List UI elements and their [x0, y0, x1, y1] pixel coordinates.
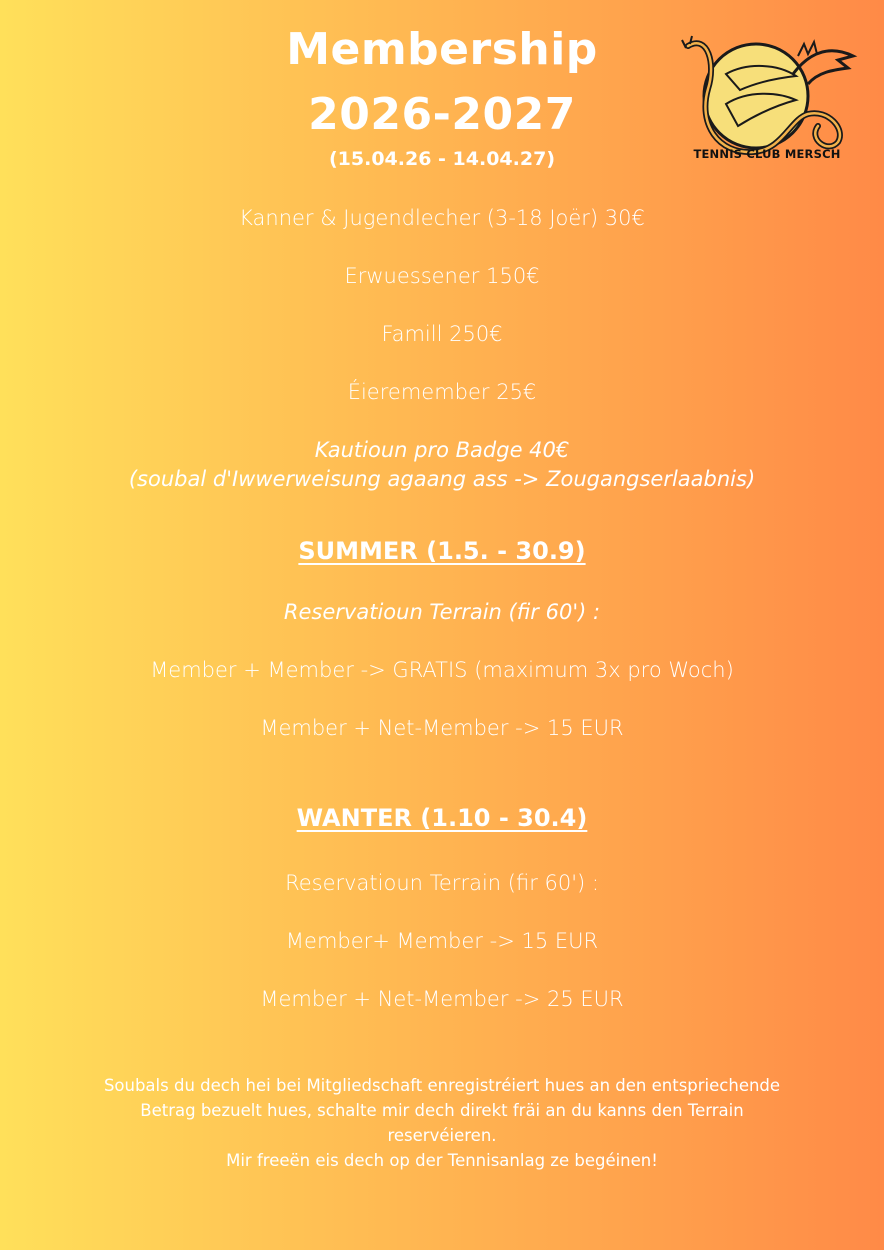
- logo-text: TENNIS CLUB MERSCH: [693, 147, 841, 161]
- dragon-ball-icon: [678, 34, 860, 164]
- price-family: Famill 250€: [381, 322, 503, 346]
- price-adults: Erwuessener 150€: [344, 264, 540, 288]
- winter-reservation: Reservatioun Terrain (fir 60') :: [285, 871, 599, 895]
- membership-period: (15.04.26 - 14.04.27): [329, 148, 555, 170]
- winter-rule-guests: Member + Net-Member -> 25 EUR: [260, 987, 624, 1011]
- summer-rule-guests: Member + Net-Member -> 15 EUR: [260, 716, 624, 740]
- price-children: Kanner & Jugendlecher (3-18 Joër) 30€: [239, 206, 645, 230]
- badge-deposit: Kautioun pro Badge 40€: [314, 438, 570, 462]
- badge-note: (soubal d'Iwwerweisung agaang ass -> Zougangserlaabnis): [128, 467, 756, 491]
- summer-heading: SUMMER (1.5. - 30.9): [298, 537, 586, 565]
- footer-line-2: Betrag bezuelt hues, schalte mir dech direkt fräi an du kanns den Terrain: [140, 1101, 744, 1120]
- footer-line-4: Mir freeën eis dech op der Tennisanlag ze begéinen!: [226, 1151, 658, 1170]
- winter-rule-members: Member+ Member -> 15 EUR: [285, 929, 599, 953]
- footer-text: [0, 1073, 884, 1173]
- footer-line-1: Soubals du dech hei bei Mitgliedschaft enregistréiert hues an den entspriechende: [103, 1076, 781, 1095]
- footer-line-3: reservéieren.: [387, 1126, 497, 1145]
- title-line-2: 2026-2027: [308, 89, 576, 140]
- price-honorary: Éieremember 25€: [347, 380, 537, 404]
- title-line-1: Membership: [286, 24, 598, 75]
- summer-reservation: Reservatioun Terrain (fir 60') :: [283, 600, 601, 624]
- winter-heading: WANTER (1.10 - 30.4): [296, 804, 588, 832]
- summer-rule-members: Member + Member -> GRATIS (maximum 3x pro Woch): [150, 658, 734, 682]
